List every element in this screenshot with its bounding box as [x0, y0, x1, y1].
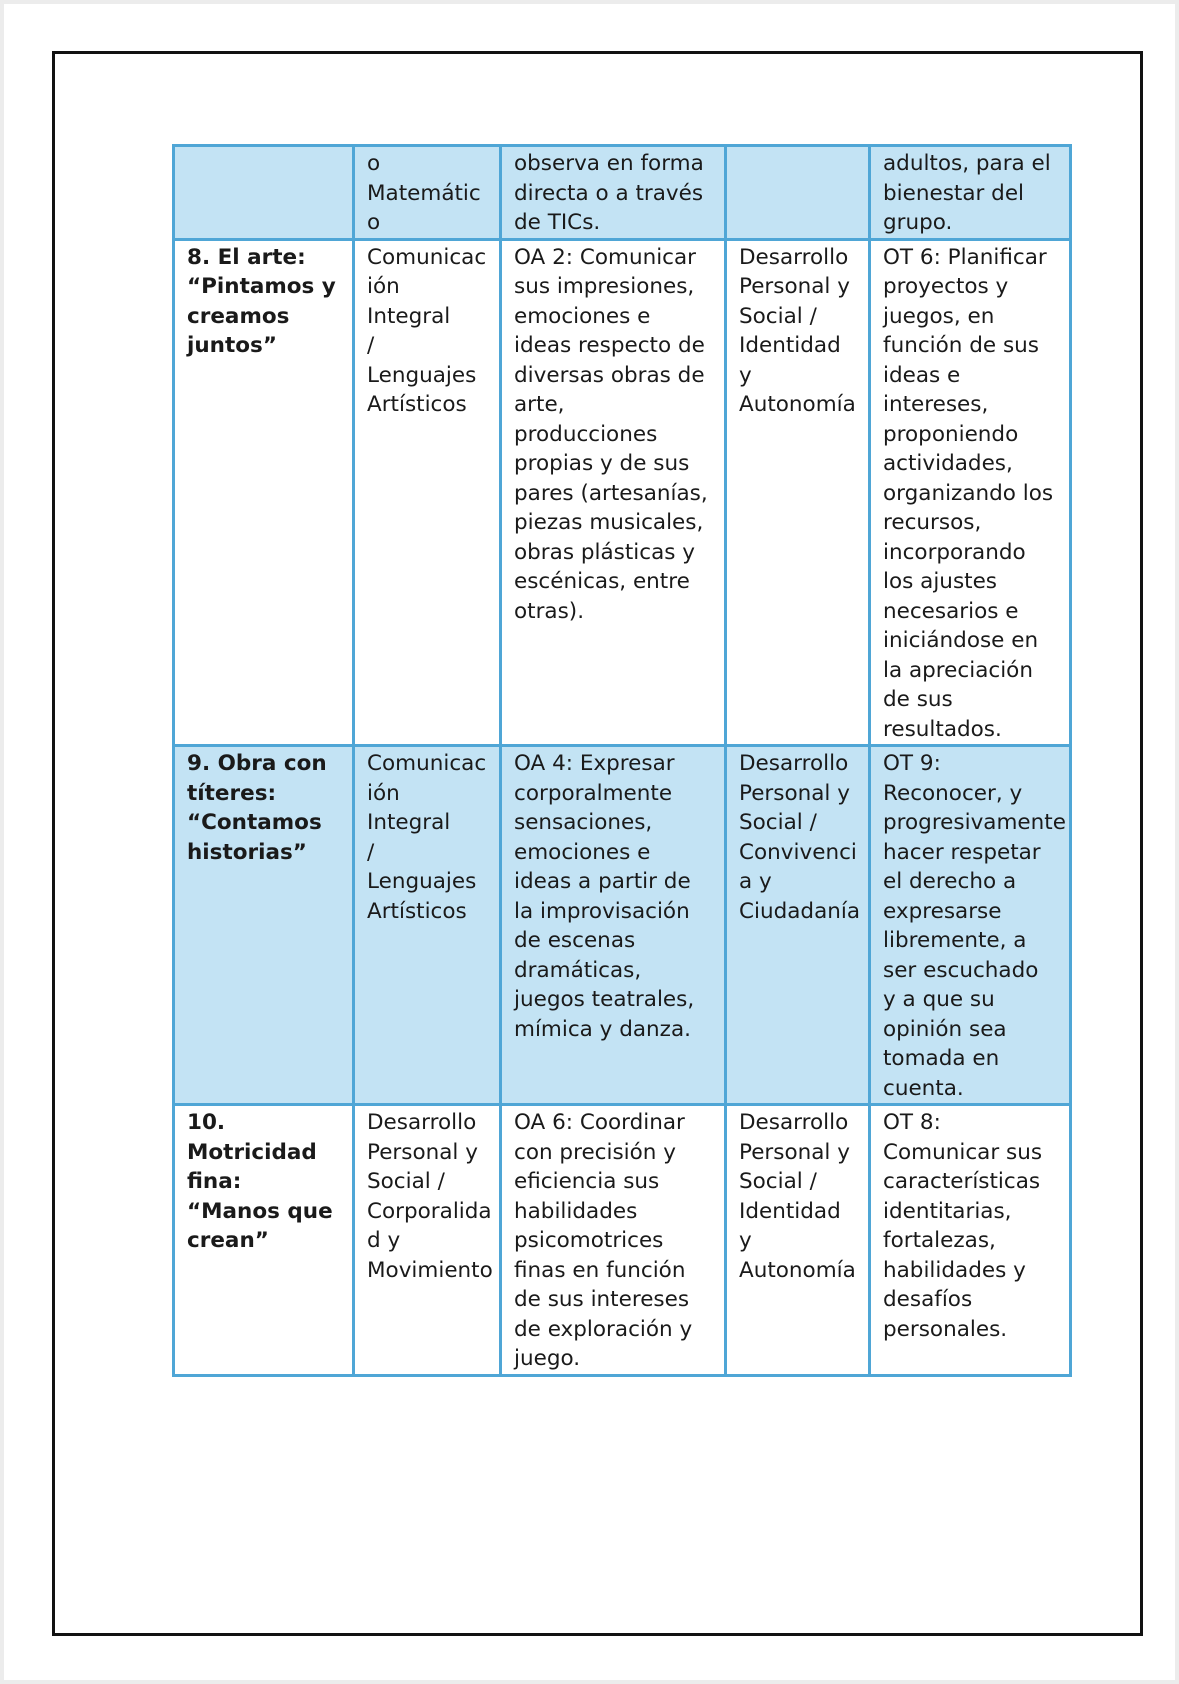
page-sheet — [4, 4, 1175, 1680]
cell-transversal-objective: OT 8: Comunicar sus características identitarias, fortalezas, habilidades y desafíos personales. — [870, 1105, 1071, 1376]
table-row-experience-10 — [174, 1105, 1071, 1376]
cell-transversal-area — [726, 146, 870, 240]
cell-transversal-area: Desarrollo Personal y Social / Identidad y Autonomía — [726, 239, 870, 746]
cell-learning-objective: OA 6: Coordinar con precisión y eficiencia sus habilidades psicomotrices finas en función de sus intereses de exploración y juego. — [501, 1105, 726, 1376]
table-row-experience-8 — [174, 239, 1071, 746]
cell-learning-objective: OA 4: Expresar corporalmente sensaciones, emociones e ideas a partir de la improvisación de escenas dramáticas, juegos teatrales, mímica y danza. — [501, 746, 726, 1105]
table-row-continuation — [174, 146, 1071, 240]
curriculum-table — [172, 144, 1072, 1377]
cell-transversal-objective: adultos, para el bienestar del grupo. — [870, 146, 1071, 240]
cell-experience: 9. Obra con títeres: “Contamos historias” — [174, 746, 354, 1105]
cell-nucleus: Comunicac ión Integral / Lenguajes Artísticos — [354, 239, 501, 746]
cell-nucleus: Comunicac ión Integral / Lenguajes Artísticos — [354, 746, 501, 1105]
cell-transversal-area: Desarrollo Personal y Social / Identidad y Autonomía — [726, 1105, 870, 1376]
cell-nucleus: Desarrollo Personal y Social / Corporalida d y Movimiento — [354, 1105, 501, 1376]
cell-transversal-area: Desarrollo Personal y Social / Convivenci a y Ciudadanía — [726, 746, 870, 1105]
cell-transversal-objective: OT 9: Reconocer, y progresivamente hacer respetar el derecho a expresarse libremente, a ser escuchado y a que su opinión sea tomada en cuenta. — [870, 746, 1071, 1105]
cell-experience — [174, 146, 354, 240]
cell-experience: 10. Motricidad fina: “Manos que crean” — [174, 1105, 354, 1376]
cell-transversal-objective: OT 6: Planificar proyectos y juegos, en función de sus ideas e intereses, proponiendo actividades, organizando los recursos, incorporando los ajustes necesarios e iniciándose en la apreciación de sus resultados. — [870, 239, 1071, 746]
table-row-experience-9 — [174, 746, 1071, 1105]
cell-nucleus: o Matemátic o — [354, 146, 501, 240]
cell-learning-objective: OA 2: Comunicar sus impresiones, emociones e ideas respecto de diversas obras de arte, producciones propias y de sus pares (artesanías, piezas musicales, obras plásticas y escénicas, entre otras). — [501, 239, 726, 746]
cell-learning-objective: observa en forma directa o a través de TICs. — [501, 146, 726, 240]
cell-experience: 8. El arte: “Pintamos y creamos juntos” — [174, 239, 354, 746]
